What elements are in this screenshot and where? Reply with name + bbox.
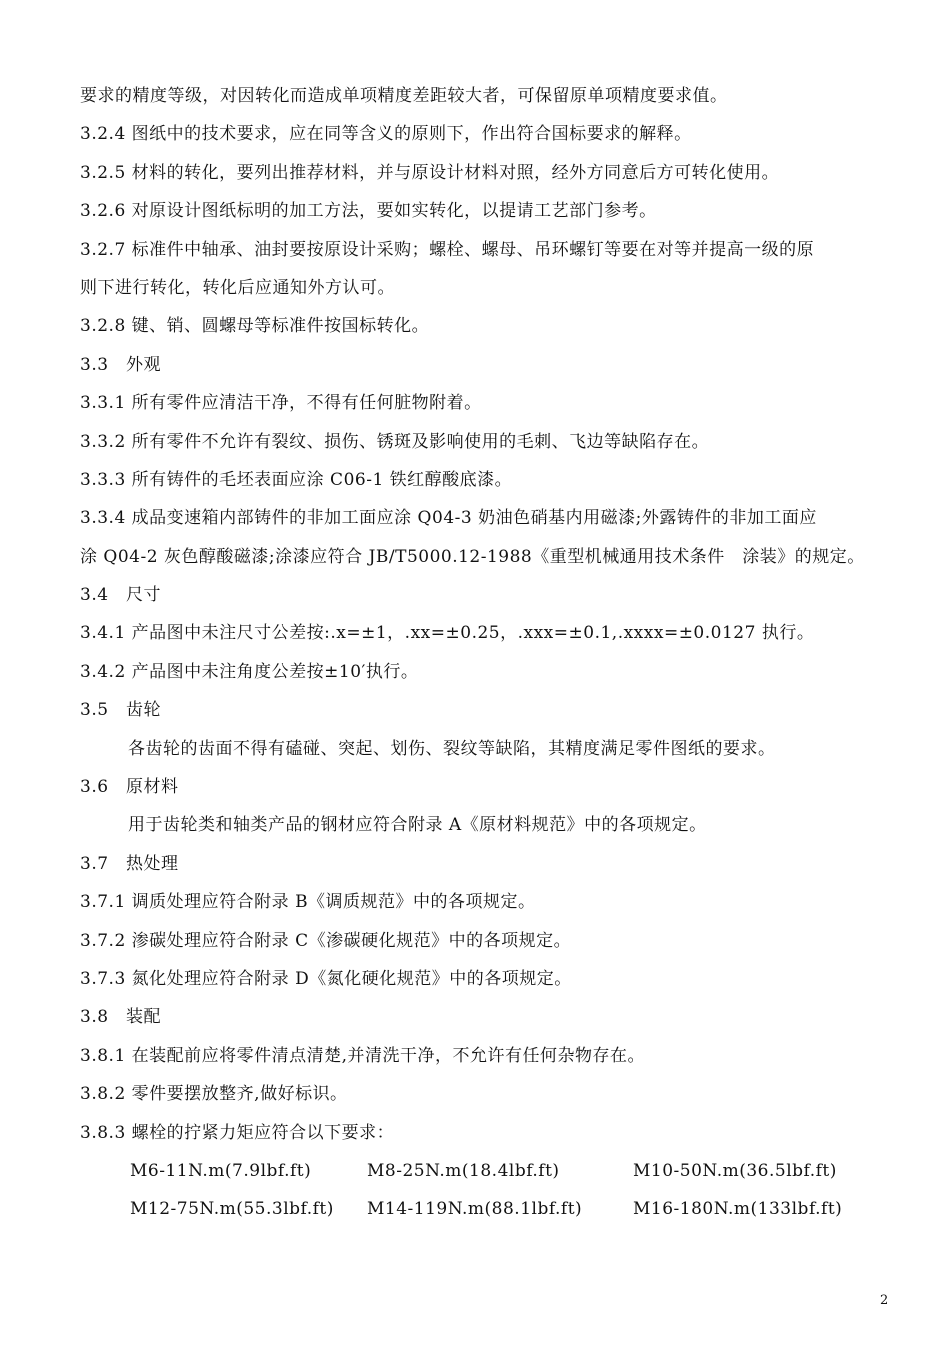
clause-3-7-1: 3.7.1 调质处理应符合附录 B《调质规范》中的各项规定。 bbox=[80, 892, 536, 913]
section-3-6-body: 用于齿轮类和轴类产品的钢材应符合附录 A《原材料规范》中的各项规定。 bbox=[128, 815, 707, 836]
clause-3-4-2: 3.4.2 产品图中未注角度公差按±10′执行。 bbox=[80, 661, 419, 682]
section-3-5-body: 各齿轮的齿面不得有磕碰、突起、划伤、裂纹等缺陷，其精度满足零件图纸的要求。 bbox=[128, 738, 776, 759]
torque-row bbox=[80, 1190, 895, 1228]
clause-3-3-4-continued: 涂 Q04-2 灰色醇酸磁漆;涂漆应符合 JB/T5000.12-1988《重型机械通用技术条件 涂装》的规定。 bbox=[80, 546, 865, 567]
section-number: 3.5 bbox=[80, 700, 109, 721]
clause-3-2-6: 3.2.6 对原设计图纸标明的加工方法，要如实转化，以提请工艺部门参考。 bbox=[80, 201, 657, 222]
section-number: 3.8 bbox=[80, 1007, 109, 1028]
clause-3-8-1: 3.8.1 在装配前应将零件清点清楚,并清洗干净，不允许有任何杂物存在。 bbox=[80, 1045, 646, 1066]
document-body bbox=[80, 77, 895, 1229]
section-title: 外观 bbox=[126, 354, 161, 375]
section-title: 尺寸 bbox=[126, 585, 161, 606]
torque-row bbox=[80, 1152, 895, 1190]
clause-3-3-4: 3.3.4 成品变速箱内部铸件的非加工面应涂 Q04-3 奶油色硝基内用磁漆;外露铸件的非加工面应 bbox=[80, 508, 817, 529]
torque-value: M8-25N.m(18.4lbf.ft) bbox=[367, 1160, 560, 1181]
clause-3-3-2: 3.3.2 所有零件不允许有裂纹、损伤、锈斑及影响使用的毛刺、飞边等缺陷存在。 bbox=[80, 431, 710, 452]
clause-3-4-1: 3.4.1 产品图中未注尺寸公差按:.x=±1，.xx=±0.25，.xxx=±0.1,.xxxx=±0.0127 执行。 bbox=[80, 623, 815, 644]
section-title: 原材料 bbox=[126, 777, 179, 798]
section-number: 3.7 bbox=[80, 853, 109, 874]
torque-value: M12-75N.m(55.3lbf.ft) bbox=[130, 1199, 334, 1220]
clause-3-2-8: 3.2.8 键、销、圆螺母等标准件按国标转化。 bbox=[80, 316, 430, 337]
section-heading-3-4 bbox=[80, 576, 895, 614]
clause-3-7-2: 3.7.2 渗碳处理应符合附录 C《渗碳硬化规范》中的各项规定。 bbox=[80, 930, 572, 951]
torque-value: M6-11N.m(7.9lbf.ft) bbox=[130, 1160, 312, 1181]
paragraph-line: 要求的精度等级，对因转化而造成单项精度差距较大者，可保留原单项精度要求值。 bbox=[80, 86, 728, 106]
torque-value: M14-119N.m(88.1lbf.ft) bbox=[367, 1199, 583, 1220]
clause-3-2-7: 3.2.7 标准件中轴承、油封要按原设计采购；螺栓、螺母、吊环螺钉等要在对等并提高一级的原 bbox=[80, 239, 815, 260]
section-heading-3-3 bbox=[80, 346, 895, 384]
section-heading-3-7 bbox=[80, 845, 895, 883]
torque-value: M10-50N.m(36.5lbf.ft) bbox=[633, 1160, 837, 1181]
section-title: 热处理 bbox=[126, 853, 179, 874]
section-heading-3-6 bbox=[80, 768, 895, 806]
section-number: 3.4 bbox=[80, 585, 109, 606]
clause-3-2-4: 3.2.4 图纸中的技术要求，应在同等含义的原则下，作出符合国标要求的解释。 bbox=[80, 124, 692, 145]
clause-3-2-5: 3.2.5 材料的转化，要列出推荐材料，并与原设计材料对照，经外方同意后方可转化使用。 bbox=[80, 162, 780, 183]
section-title: 齿轮 bbox=[126, 700, 161, 721]
clause-3-8-3: 3.8.3 螺栓的拧紧力矩应符合以下要求： bbox=[80, 1122, 395, 1143]
clause-3-8-2: 3.8.2 零件要摆放整齐,做好标识。 bbox=[80, 1084, 348, 1105]
clause-3-7-3: 3.7.3 氮化处理应符合附录 D《氮化硬化规范》中的各项规定。 bbox=[80, 968, 572, 989]
section-heading-3-5 bbox=[80, 691, 895, 729]
section-number: 3.3 bbox=[80, 354, 109, 375]
section-heading-3-8 bbox=[80, 998, 895, 1036]
section-title: 装配 bbox=[126, 1007, 161, 1028]
clause-3-2-7-continued: 则下进行转化，转化后应通知外方认可。 bbox=[80, 277, 395, 298]
clause-3-3-1: 3.3.1 所有零件应清洁干净，不得有任何脏物附着。 bbox=[80, 393, 482, 414]
clause-3-3-3: 3.3.3 所有铸件的毛坯表面应涂 C06-1 铁红醇酸底漆。 bbox=[80, 469, 513, 490]
section-number: 3.6 bbox=[80, 777, 109, 798]
page-number: 2 bbox=[880, 1293, 889, 1308]
torque-value: M16-180N.m(133lbf.ft) bbox=[633, 1199, 843, 1220]
